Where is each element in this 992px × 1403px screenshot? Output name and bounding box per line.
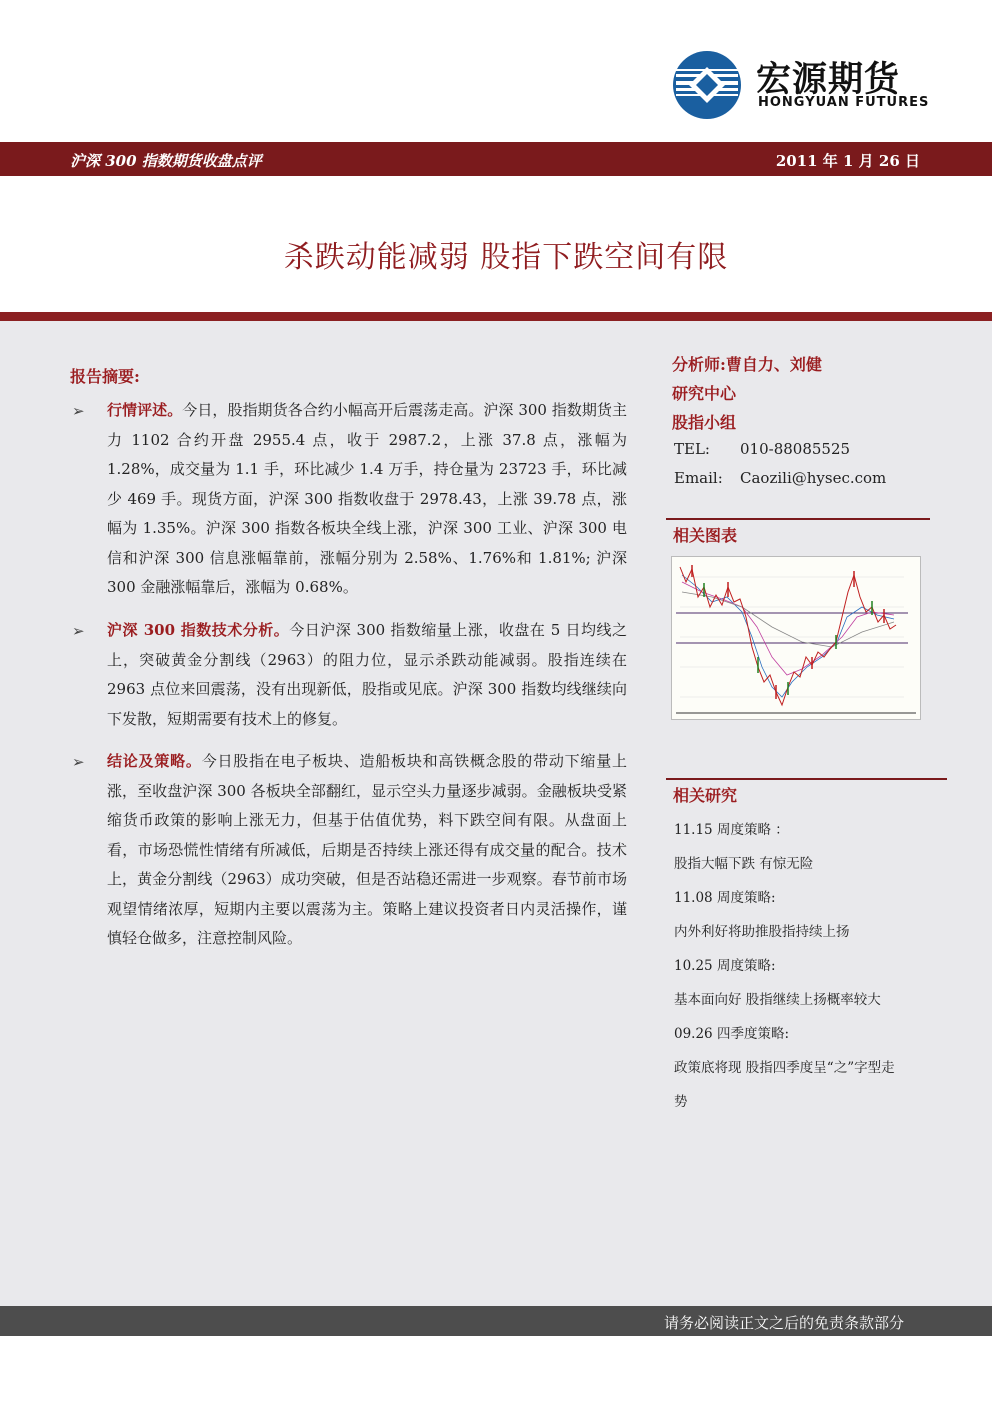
paragraph-heading: 沪深 300 指数技术分析。 — [107, 621, 290, 639]
paragraph-body: 今日沪深 300 指数缩量上涨，收盘在 5 日均线之上，突破黄金分割线（2963）的阻力位，显示杀跌动能减弱。股指连续在 2963 点位来回震荡，没有出现新低，股指或见底。沪深 300 指数均线继续向下发散，短期需要有技术上的修复。 — [107, 621, 628, 728]
arrow-bullet-icon: ➢ — [72, 753, 85, 771]
tel-value: 010-88085525 — [740, 440, 851, 458]
summary-paragraph-market-review — [107, 396, 627, 603]
paragraph-body: 今日股指在电子板块、造船板块和高铁概念股的带动下缩量上涨，至收盘沪深 300 各板块全部翻红，显示空头力量逐步减弱。金融板块受紧缩货币政策的影响上涨无力，但基于估值优势，料下跌空间有限。从盘面上看，市场恐慌性情绪有所减低，后期是否持续上涨还得有成交量的配合。技术上，黄金分割线（2963）成功突破，但是否站稳还需进一步观察。春节前市场观望情绪浓厚，短期内主要以震荡为主。策略上建议投资者日内灵活操作，谨慎轻仓做多，注意控制风险。 — [107, 752, 627, 947]
index-group: 股指小组 — [672, 413, 737, 432]
title-divider — [0, 312, 992, 321]
paragraph-body: 今日，股指期货各合约小幅高开后震荡走高。沪深 300 指数期货主力 1102 合约开盘 2955.4 点，收于 2987.2，上涨 37.8 点，涨幅为 1.28%，成交量为 1.1 手，环比减少 1.4 万手，持仓量为 23723 手，环比减少 469 手。现货方面，沪深 300 指数收盘于 2978.43，上涨 39.78 点，涨幅为 1.35%。沪深 300 指数各板块全线上涨，沪深 300 工业、沪深 300 电信和沪深 300 信息涨幅靠前，涨幅分别为 2.58%、1.76%和 1.81%; 沪深 300 金融涨幅靠后，涨幅为 0.68%。 — [107, 401, 627, 596]
contact-email — [674, 469, 887, 487]
related-charts-heading: 相关图表 — [666, 518, 930, 546]
research-center: 研究中心 — [672, 384, 737, 403]
summary-heading: 报告摘要: — [70, 367, 140, 386]
hongyuan-logo-icon — [672, 50, 742, 120]
research-item: 内外利好将助推股指持续上扬 — [674, 924, 850, 940]
report-date: 2011 年 1 月 26 日 — [775, 152, 920, 170]
company-logo — [672, 50, 930, 122]
index-kline-chart-image — [671, 556, 921, 720]
research-item: 势 — [674, 1094, 688, 1110]
contact-tel — [674, 440, 851, 458]
email-value: Caozili@hysec.com — [740, 469, 887, 487]
report-type: 沪深 300 指数期货收盘点评 — [70, 152, 262, 170]
footer-bar — [0, 1306, 992, 1336]
analyst-names: 分析师:曹自力、刘健 — [672, 355, 822, 374]
logo-chinese-name: 宏源期货 — [756, 60, 901, 100]
paragraph-heading: 结论及策略。 — [107, 752, 202, 770]
paragraph-heading: 行情评述。 — [107, 401, 183, 419]
research-item: 09.26 四季度策略: — [674, 1026, 789, 1042]
research-item: 政策底将现 股指四季度呈“之”字型走 — [674, 1060, 895, 1076]
arrow-bullet-icon: ➢ — [72, 402, 85, 420]
kline-chart-graphic — [672, 557, 920, 719]
summary-paragraph-conclusion — [107, 747, 627, 954]
email-label: Email: — [674, 469, 723, 487]
related-research-heading: 相关研究 — [666, 778, 947, 806]
summary-paragraph-technical-analysis — [107, 616, 627, 734]
logo-english-name: HONGYUAN FUTURES — [758, 95, 930, 110]
research-item: 11.08 周度策略: — [674, 890, 776, 906]
research-item: 10.25 周度策略: — [674, 958, 776, 974]
report-header-bar — [0, 142, 992, 176]
tel-label: TEL: — [674, 440, 710, 458]
report-title: 杀跌动能减弱 股指下跌空间有限 — [283, 240, 729, 275]
research-item: 11.15 周度策略 ： — [674, 822, 789, 838]
disclaimer-notice: 请务必阅读正文之后的免责条款部分 — [663, 1314, 904, 1332]
arrow-bullet-icon: ➢ — [72, 622, 85, 640]
research-item: 股指大幅下跌 有惊无险 — [674, 856, 814, 872]
research-item: 基本面向好 股指继续上扬概率较大 — [674, 992, 881, 1008]
